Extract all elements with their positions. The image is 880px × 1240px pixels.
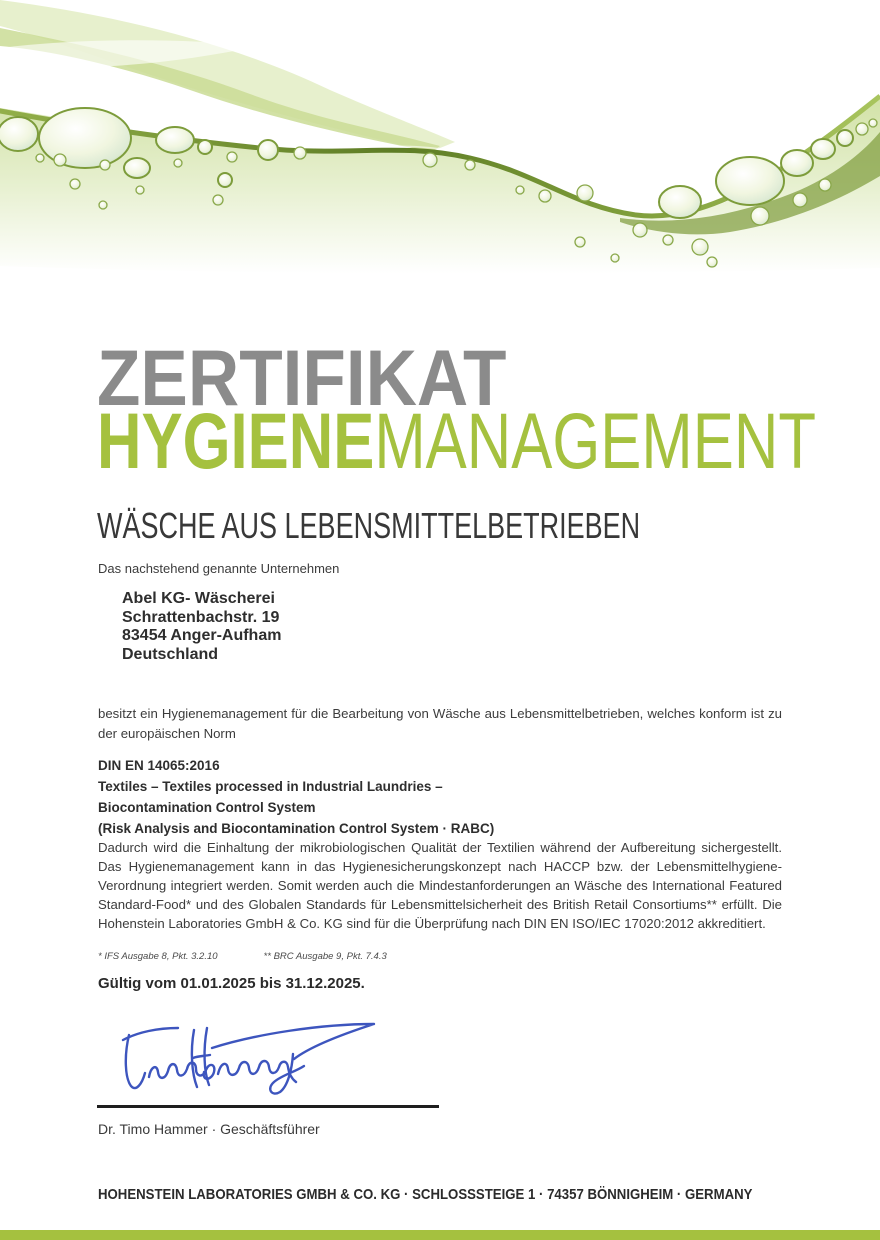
company-street: Schrattenbachstr. 19 <box>122 608 280 626</box>
title-hygienemanagement <box>97 396 816 485</box>
title-hygiene-bold: HYGIENE <box>97 396 375 485</box>
validity-period: Gültig vom 01.01.2025 bis 31.12.2025. <box>98 975 365 992</box>
title-management-light: MANAGEMENT <box>374 396 816 485</box>
company-city: 83454 Anger-Aufham <box>122 627 282 644</box>
title-zertifikat: ZERTIFIKAT <box>97 333 507 422</box>
certificate-title <box>97 333 880 485</box>
bottom-green-bar <box>0 1230 880 1240</box>
norm-block <box>98 755 494 839</box>
bottom-bar-fill <box>0 1230 880 1240</box>
certificate-scope-heading: WÄSCHE AUS LEBENSMITTELBETRIEBEN <box>97 505 641 546</box>
company-name: Abel KG- Wäscherei <box>122 590 275 607</box>
green-wave-graphic <box>0 0 880 280</box>
norm-code: DIN EN 14065:2016 <box>98 758 220 773</box>
footnote-ifs: * IFS Ausgabe 8, Pkt. 3.2.10 <box>98 951 218 962</box>
company-address-block <box>122 590 281 664</box>
footnotes <box>98 951 387 962</box>
statement-paragraph: besitzt ein Hygienemanagement für die Bearbeitung von Wäsche aus Lebensmittelbetrieben, welches konform ist zu der europäischen Norm <box>98 706 782 741</box>
norm-title-line3: (Risk Analysis and Biocontamination Control System · RABC) <box>98 821 495 836</box>
norm-title-line1: Textiles – Textiles processed in Industrial Laundries – <box>98 779 443 794</box>
signatory-name: Dr. Timo Hammer · Geschäftsführer <box>98 1121 320 1137</box>
footnote-brc: ** BRC Ausgabe 9, Pkt. 7.4.3 <box>263 951 387 962</box>
norm-title-line2: Biocontamination Control System <box>98 800 316 815</box>
company-country: Deutschland <box>122 645 219 663</box>
footer-company-line: HOHENSTEIN LABORATORIES GMBH & CO. KG · SCHLOSSSTEIGE 1 · 74357 BÖNNIGHEIM · GERMANY <box>98 1186 753 1203</box>
description-paragraph: Dadurch wird die Einhaltung der mikrobiologischen Qualität der Textilien während der Aufbereitung sichergestellt. Das Hygienemanagement kann in das Hygienesicherungskonzept nach HACCP bzw. der Lebensmittelhygiene-Verordnung integriert werden. Somit werden auch die Mindestanforderungen an Wäsche des International Featured Standard-Food* und des Globalen Standards für Lebensmittelsicherheit des British Retail Consortiums** erfüllt. Die Hohenstein Laboratories GmbH & Co. KG sind für die Überprüfung nach DIN EN ISO/IEC 17020:2012 akkreditiert. <box>98 840 782 931</box>
intro-text: Das nachstehend genannte Unternehmen <box>98 561 340 576</box>
signature-strokes <box>123 1024 374 1094</box>
signature-ink <box>96 1014 396 1104</box>
signature-rule <box>97 1105 439 1108</box>
